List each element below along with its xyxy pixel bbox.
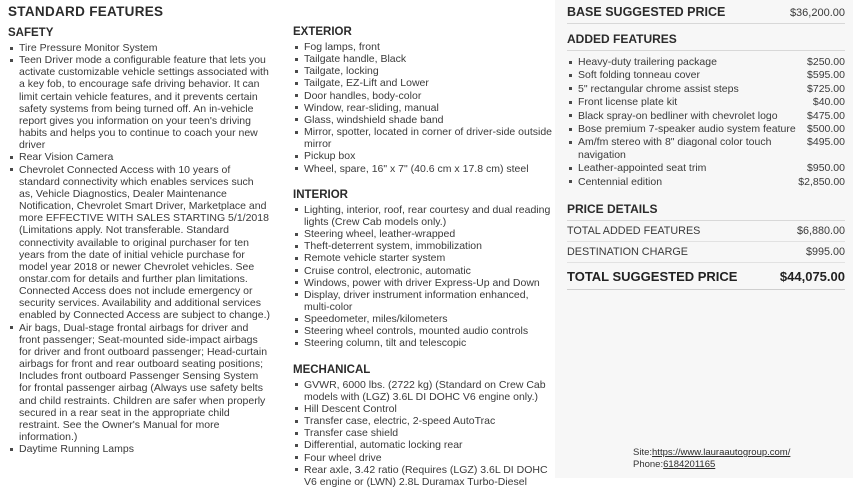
mechanical-list xyxy=(293,379,555,488)
site-link[interactable]: https://www.lauraautogroup.com/ xyxy=(652,447,791,458)
total-price-row xyxy=(567,263,845,290)
section-exterior xyxy=(293,25,555,175)
list-item: Remote vehicle starter system xyxy=(293,252,555,264)
price-detail-label: TOTAL ADDED FEATURES xyxy=(567,225,701,238)
added-features-heading: ADDED FEATURES xyxy=(567,24,845,51)
added-feature-name: Front license plate kit xyxy=(567,96,803,108)
added-feature-row xyxy=(567,56,845,68)
list-item: Fog lamps, front xyxy=(293,41,555,53)
list-item: Tire Pressure Monitor System xyxy=(8,42,270,54)
list-item: Display, driver instrument information enhanced, multi-color xyxy=(293,289,555,313)
exterior-heading: EXTERIOR xyxy=(293,26,352,38)
site-label: Site: xyxy=(633,447,653,458)
price-details-rows xyxy=(567,221,845,263)
list-item: Speedometer, miles/kilometers xyxy=(293,313,555,325)
price-detail-value: $6,880.00 xyxy=(796,225,845,238)
list-item: Teen Driver mode a configurable feature that lets you activate customizable vehicle settings associated with a key fob, to encourage safe driving behavior. It can limit certain vehicle features, and it prevents certain safety systems from being turned off. An in-vehicle report gives you information on your teen's driving habits and helps you to continue to coach your new driver xyxy=(8,54,270,151)
list-item: Rear axle, 3.42 ratio (Requires (LGZ) 3.6L DI DOHC V6 engine or (LWN) 2.8L Duramax Turbo-Diesel xyxy=(293,464,555,488)
list-item: Steering wheel controls, mounted audio controls xyxy=(293,325,555,337)
list-item: Hill Descent Control xyxy=(293,403,555,415)
pricing-panel xyxy=(555,0,853,478)
added-feature-row xyxy=(567,123,845,135)
list-item: Cruise control, electronic, automatic xyxy=(293,265,555,277)
added-feature-price: $500.00 xyxy=(807,123,845,136)
added-feature-row xyxy=(567,176,845,188)
list-item: Four wheel drive xyxy=(293,452,555,464)
interior-heading: INTERIOR xyxy=(293,188,348,201)
mechanical-heading: MECHANICAL xyxy=(293,363,371,376)
list-item: Theft-deterrent system, immobilization xyxy=(293,240,555,252)
safety-list xyxy=(8,42,270,455)
list-item: Air bags, Dual-stage frontal airbags for driver and front passenger; Seat-mounted side-impact airbags for driver and front outboard passenger; Head-curtain airbags for front and rear outboard seating positions; Includes front outboard Passenger Sensing System for frontal passenger airbag (Always use safety belts and child restraints. Children are safer when properly secured in a rear seat in the appropriate child restraint. See the Owner's Manual for more information.) xyxy=(8,322,270,444)
price-detail-label: DESTINATION CHARGE xyxy=(567,246,688,259)
added-feature-price: $595.00 xyxy=(807,69,845,82)
list-item: Mirror, spotter, located in corner of driver-side outside mirror xyxy=(293,126,555,150)
features-column-left xyxy=(8,4,270,478)
added-feature-row xyxy=(567,96,845,108)
base-price-row xyxy=(567,0,845,24)
list-item: Tailgate, locking xyxy=(293,65,555,77)
added-feature-price: $250.00 xyxy=(807,56,845,68)
exterior-list xyxy=(293,41,555,175)
list-item: Daytime Running Lamps xyxy=(8,443,270,455)
total-price-value: $44,075.00 xyxy=(779,269,845,285)
added-feature-price: $495.00 xyxy=(807,136,845,149)
price-details-heading: PRICE DETAILS xyxy=(567,194,845,221)
added-feature-price: $2,850.00 xyxy=(798,175,845,188)
added-feature-row xyxy=(567,136,845,161)
total-price-label: TOTAL SUGGESTED PRICE xyxy=(567,269,738,285)
list-item: Rear Vision Camera xyxy=(8,151,270,163)
added-feature-row xyxy=(567,83,845,95)
added-feature-name: Bose premium 7-speaker audio system feature xyxy=(567,123,797,135)
list-item: Glass, windshield shade band xyxy=(293,114,555,126)
added-feature-name: Centennial edition xyxy=(567,176,788,188)
list-item: Differential, automatic locking rear xyxy=(293,439,555,451)
list-item: Wheel, spare, 16" x 7" (40.6 cm x 17.8 cm) steel xyxy=(293,163,555,175)
added-features-list xyxy=(567,56,845,188)
added-feature-price: $950.00 xyxy=(807,162,845,175)
site-line xyxy=(633,447,790,459)
added-feature-name: Leather-appointed seat trim xyxy=(567,162,797,174)
phone-link[interactable]: 6184201165 xyxy=(663,459,716,470)
added-feature-name: 5" rectangular chrome assist steps xyxy=(567,83,797,95)
list-item: Chevrolet Connected Access with 10 years of standard connectivity which enables services such as, Vehicle Diagnostics, Dealer Maintenance Notification, Chevrolet Smart Driver, Marketplace and more EFFECTIVE WITH SALES STARTING 5/1/2018 (Limitations apply. Not transferable. Standard connectivity available to original purchaser for ten years from the date of initial vehicle purchase for model year 2018 or newer Chevrolet vehicles. See onstar.com for details and further plan limitations. Connected Access does not include emergency or security services. Availability and additional services enabled by Connected Access are subject to change.) xyxy=(8,164,270,322)
price-detail-row xyxy=(567,221,845,242)
list-item: Tailgate handle, Black xyxy=(293,53,555,65)
added-feature-price: $40.00 xyxy=(812,96,845,109)
price-detail-value: $995.00 xyxy=(805,246,845,259)
list-item: GVWR, 6000 lbs. (2722 kg) (Standard on Crew Cab models with (LGZ) 3.6L DI DOHC V6 engine only.) xyxy=(293,379,555,403)
added-feature-name: Am/fm stereo with 8" diagonal color touch navigation xyxy=(567,136,797,161)
list-item: Lighting, interior, roof, rear courtesy and dual reading lights (Crew Cab models only.) xyxy=(293,204,555,228)
list-item: Steering column, tilt and telescopic xyxy=(293,337,555,349)
list-item: Window, rear-sliding, manual xyxy=(293,102,555,114)
list-item: Transfer case, electric, 2-speed AutoTrac xyxy=(293,415,555,427)
interior-list xyxy=(293,204,555,350)
base-price-label: BASE SUGGESTED PRICE xyxy=(567,5,726,19)
features-column-middle xyxy=(293,25,555,488)
dealer-contact xyxy=(633,447,790,471)
section-interior xyxy=(293,188,555,350)
added-feature-name: Heavy-duty trailering package xyxy=(567,56,797,68)
added-feature-row xyxy=(567,110,845,122)
added-feature-name: Black spray-on bedliner with chevrolet logo xyxy=(567,110,797,122)
list-item: Steering wheel, leather-wrapped xyxy=(293,228,555,240)
list-item: Tailgate, EZ-Lift and Lower xyxy=(293,77,555,89)
list-item: Door handles, body-color xyxy=(293,90,555,102)
added-feature-row xyxy=(567,162,845,174)
added-feature-price: $725.00 xyxy=(807,82,845,95)
section-safety xyxy=(8,26,270,455)
section-mechanical xyxy=(293,363,555,488)
base-price-value: $36,200.00 xyxy=(789,7,845,19)
list-item: Transfer case shield xyxy=(293,427,555,439)
page-title: STANDARD FEATURES xyxy=(8,4,164,19)
added-feature-name: Soft folding tonneau cover xyxy=(567,69,797,81)
list-item: Windows, power with driver Express-Up and Down xyxy=(293,277,555,289)
added-feature-price: $475.00 xyxy=(807,109,845,122)
added-feature-row xyxy=(567,69,845,81)
phone-line xyxy=(633,459,790,471)
price-detail-row xyxy=(567,242,845,263)
safety-heading: SAFETY xyxy=(8,27,54,39)
phone-label: Phone: xyxy=(633,459,664,470)
list-item: Pickup box xyxy=(293,150,555,162)
